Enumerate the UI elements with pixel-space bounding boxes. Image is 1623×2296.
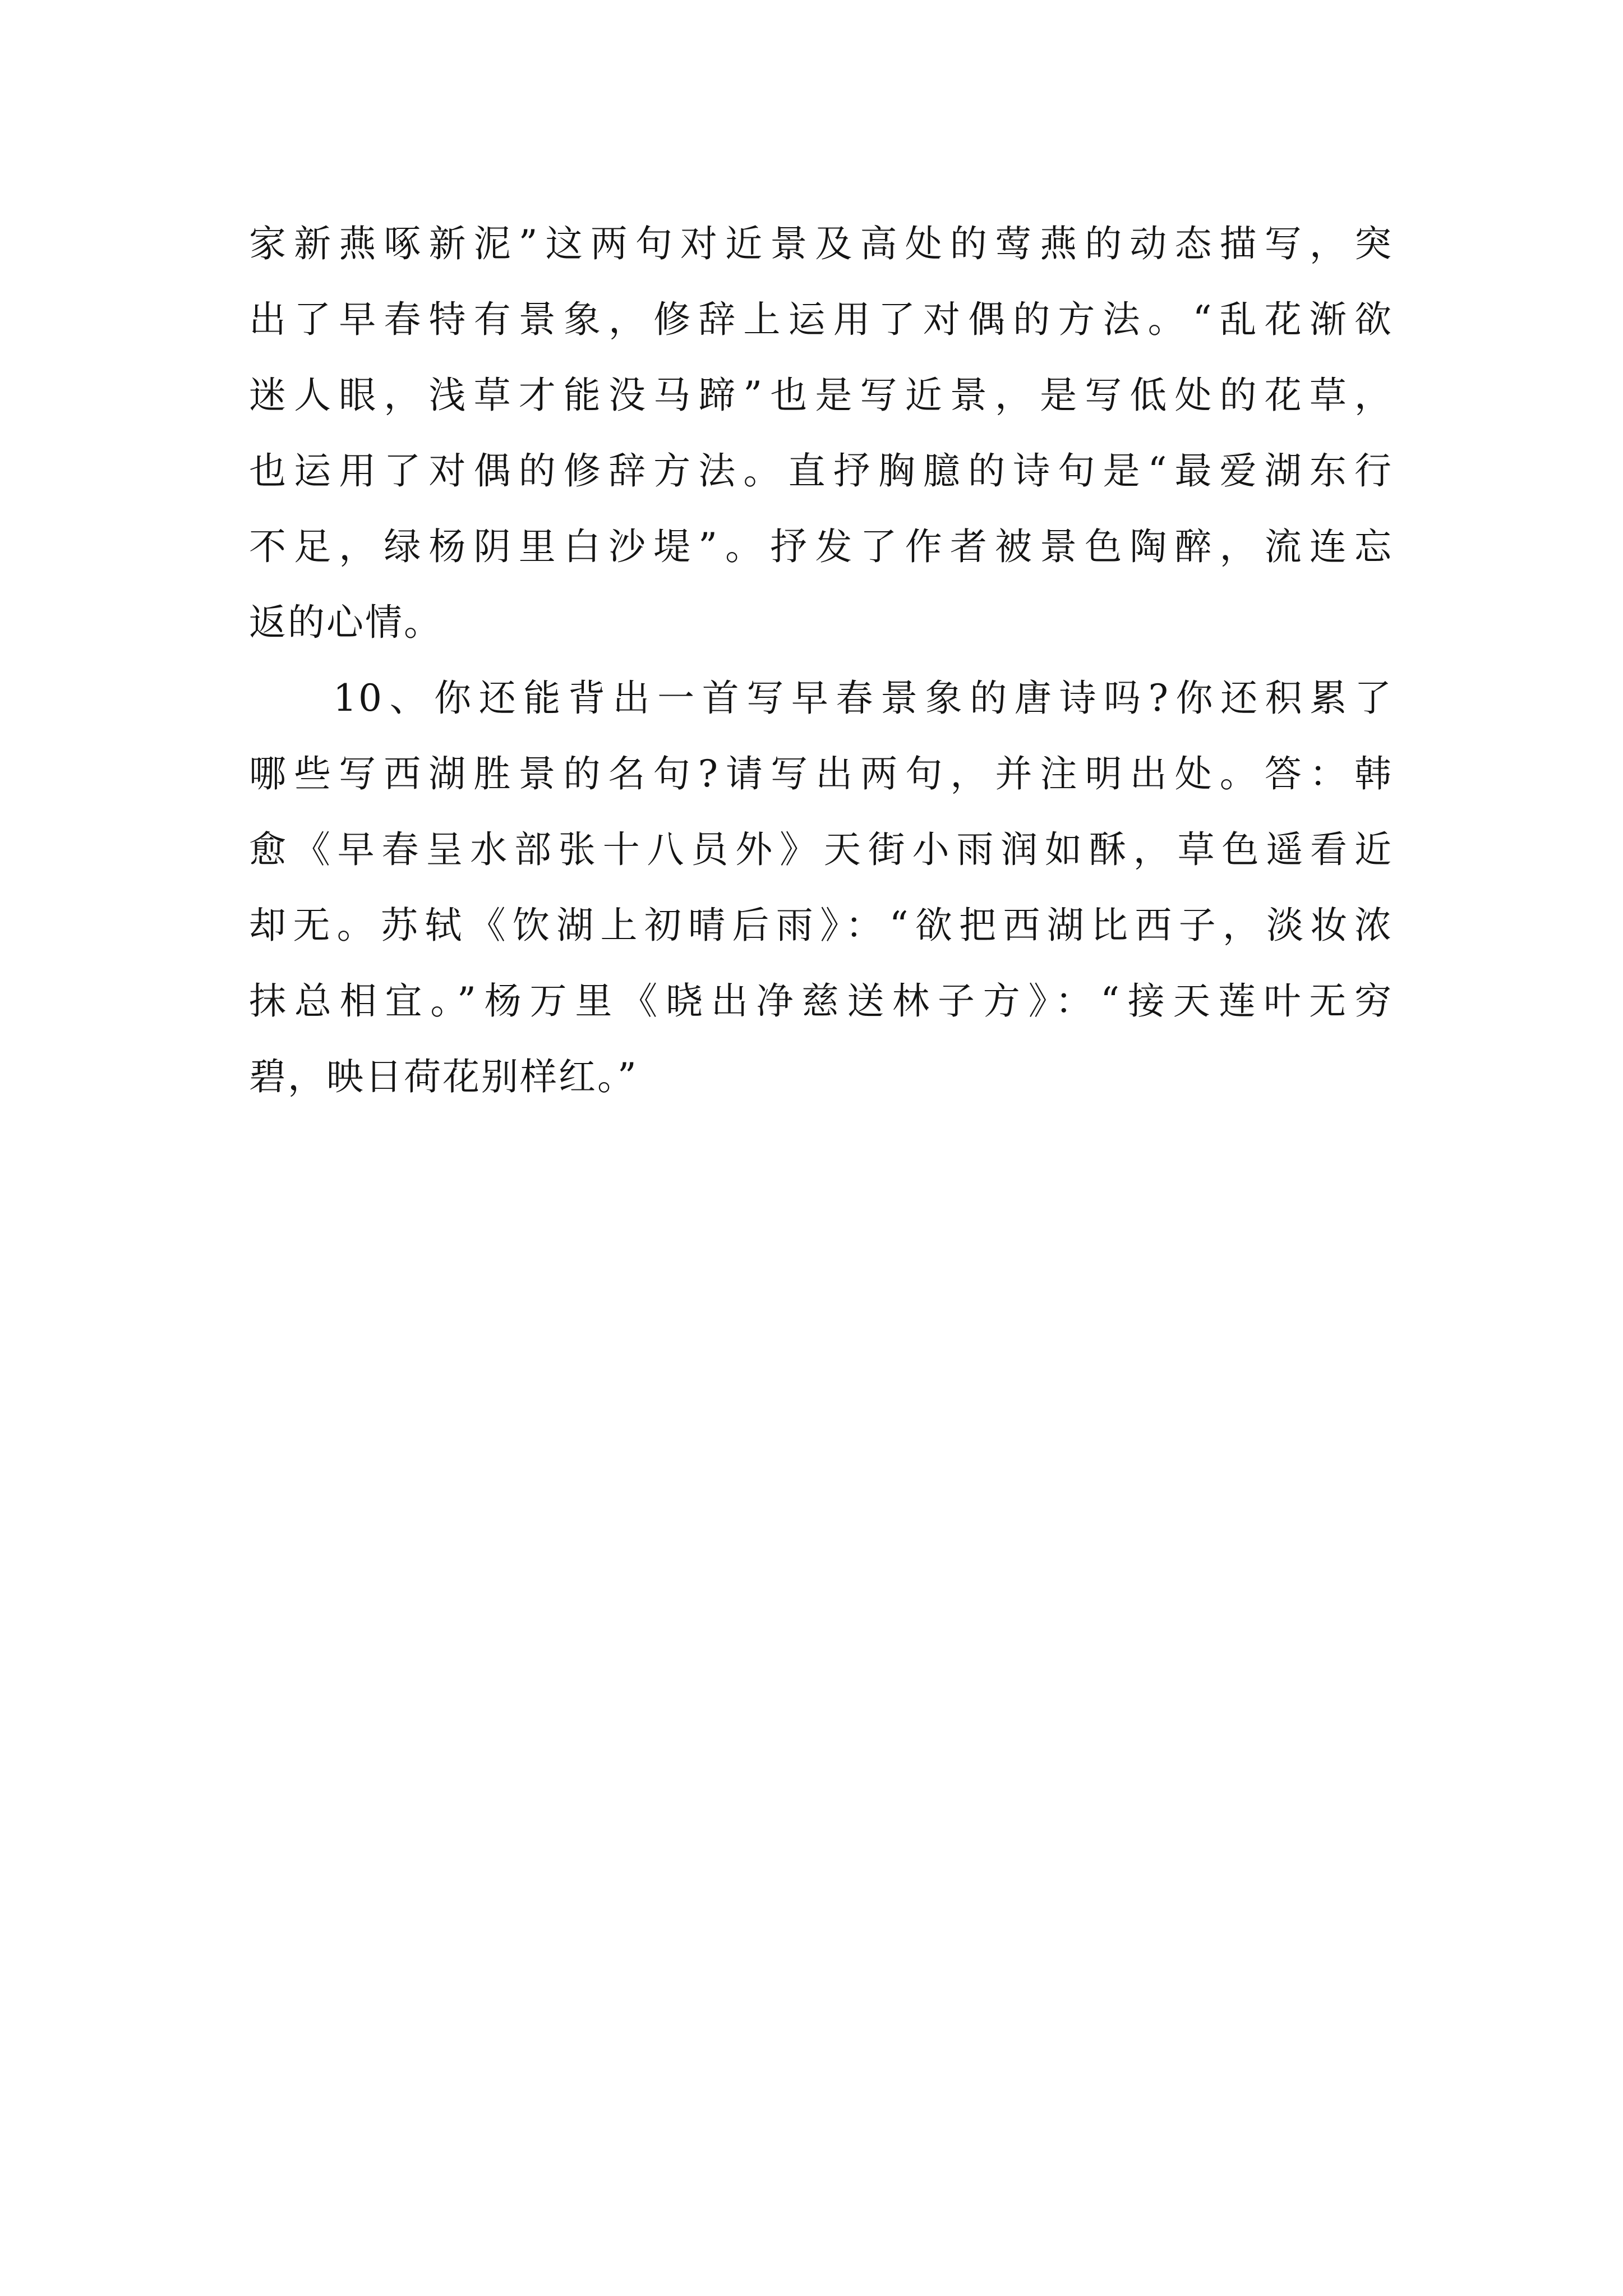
text-line: 愈《早春呈水部张十八员外》天街小雨润如酥，草色遥看近	[249, 828, 1393, 871]
text-line: 10、你还能背出一首写早春景象的唐诗吗?你还积累了	[333, 677, 1393, 720]
text-line: 出了早春特有景象，修辞上运用了对偶的方法。“乱花渐欲	[249, 298, 1393, 341]
text-line: 返的心情。	[249, 601, 442, 644]
text-line: 抹总相宜。”杨万里《晓出净慈送林子方》：“接天莲叶无穷	[249, 979, 1393, 1023]
text-line: 碧，映日荷花别样红。”	[249, 1055, 638, 1098]
text-line: 却无。苏轼《饮湖上初晴后雨》：“欲把西湖比西子，淡妆浓	[249, 904, 1393, 947]
text-line: 也运用了对偶的修辞方法。直抒胸臆的诗句是“最爱湖东行	[249, 449, 1393, 493]
text-line: 迷人眼，浅草才能没马蹄”也是写近景，是写低处的花草，	[249, 374, 1393, 417]
text-line: 家新燕啄新泥”这两句对近景及高处的莺燕的动态描写，突	[249, 222, 1393, 265]
text-line: 不足，绿杨阴里白沙堤”。抒发了作者被景色陶醉，流连忘	[249, 525, 1393, 568]
text-line: 哪些写西湖胜景的名句?请写出两句，并注明出处。答：韩	[249, 752, 1393, 795]
